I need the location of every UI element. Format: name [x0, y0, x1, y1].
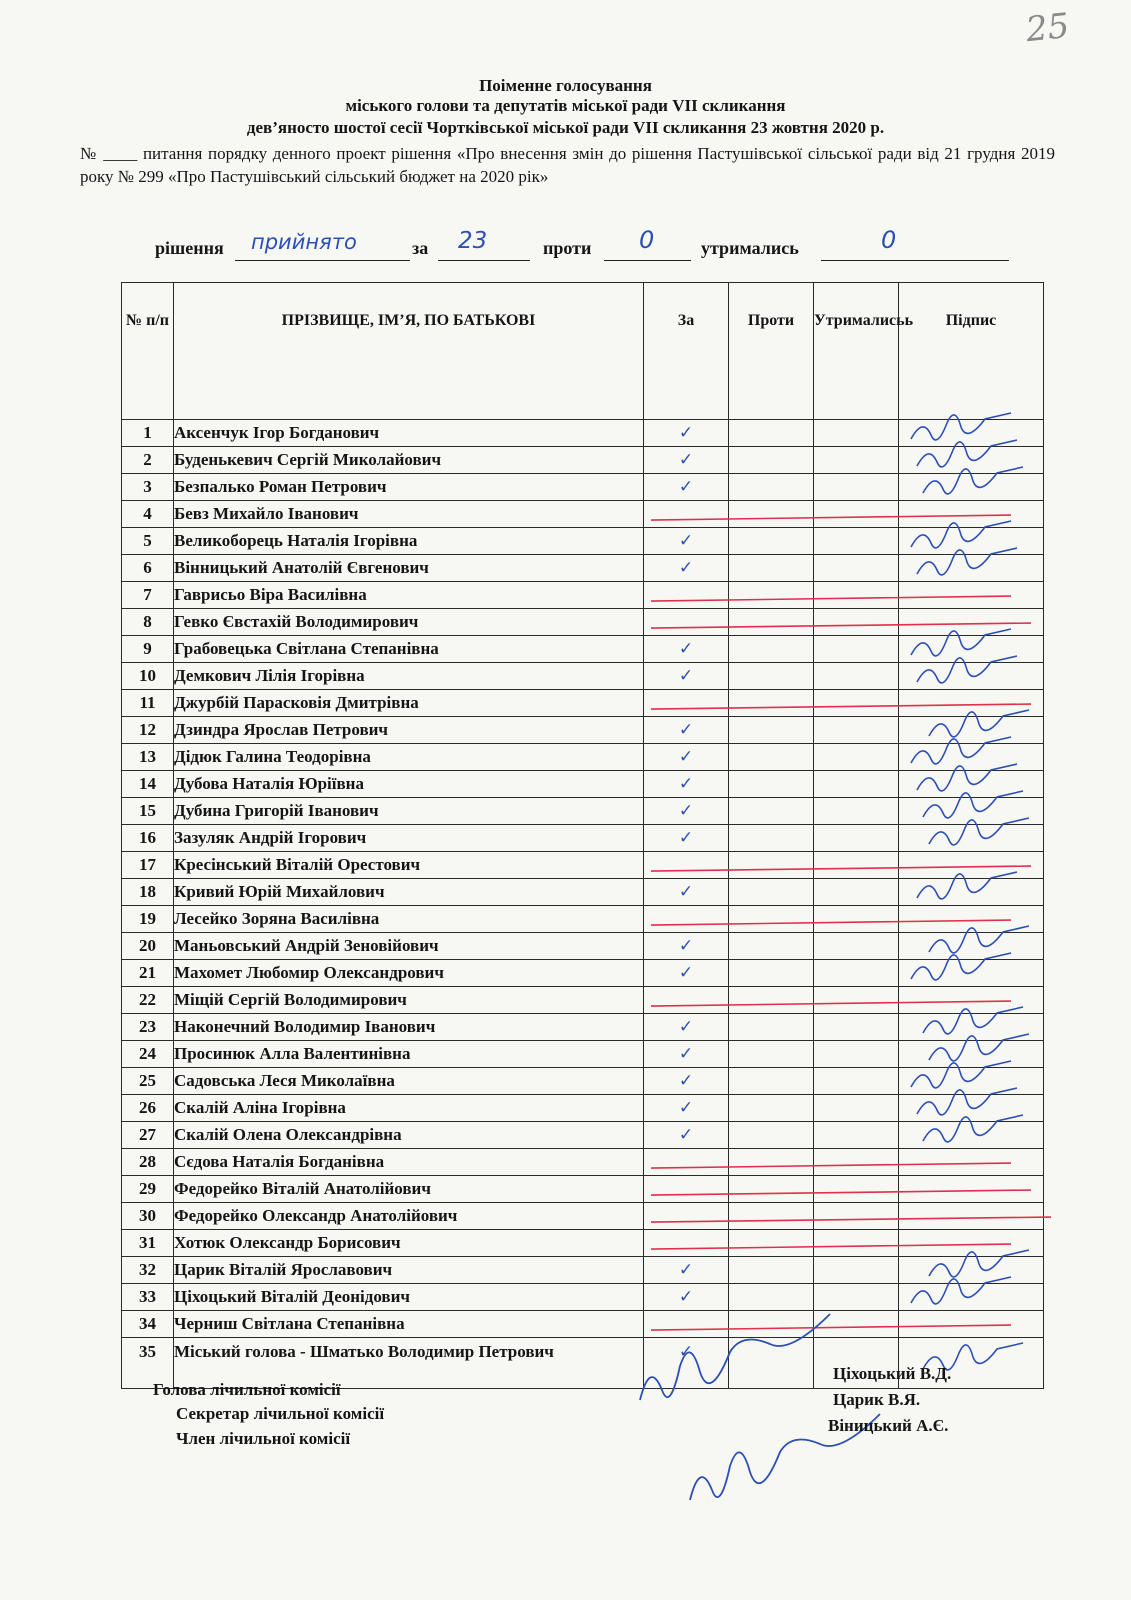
row-number: 22	[122, 987, 174, 1014]
secretary-name: Царик В.Я.	[833, 1390, 921, 1409]
member-name: Віницький А.Є.	[828, 1416, 949, 1435]
absence-strike-line	[651, 515, 1011, 520]
deputy-name: Скалій Аліна Ігорівна	[174, 1095, 644, 1122]
deputy-name: Буденькевич Сергій Миколайович	[174, 447, 644, 474]
signature-scribble	[917, 872, 1017, 899]
checkmark-icon: ✓	[678, 1017, 694, 1037]
signature-scribble	[929, 1034, 1029, 1061]
abstained-count: 0	[881, 226, 897, 254]
deputy-name: Маньовський Андрій Зеновійович	[174, 933, 644, 960]
row-number: 7	[122, 582, 174, 609]
row-number: 17	[122, 852, 174, 879]
signature-scribble	[923, 791, 1023, 818]
checkmark-icon: ✓	[678, 1287, 694, 1307]
signature-scribble	[929, 710, 1029, 737]
deputy-name: Бевз Михайло Іванович	[174, 501, 644, 528]
row-number: 32	[122, 1257, 174, 1284]
deputy-name: Великоборець Наталія Ігорівна	[174, 528, 644, 555]
checkmark-icon: ✓	[678, 882, 694, 902]
checkmark-icon: ✓	[678, 1044, 694, 1064]
checkmark-icon: ✓	[678, 801, 694, 821]
row-number: 23	[122, 1014, 174, 1041]
signature-scribble	[929, 1250, 1029, 1277]
row-number: 15	[122, 798, 174, 825]
abstained-label: утримались	[701, 238, 799, 258]
row-number: 9	[122, 636, 174, 663]
checkmark-icon: ✓	[678, 477, 694, 497]
deputy-name: Махомет Любомир Олександрович	[174, 960, 644, 987]
signature-scribble	[917, 1088, 1017, 1115]
deputy-name: Федорейко Віталій Анатолійович	[174, 1176, 644, 1203]
row-number: 14	[122, 771, 174, 798]
member-label: Член лічильної комісії	[176, 1429, 351, 1448]
absence-strike-line	[651, 1244, 1011, 1249]
row-number: 10	[122, 663, 174, 690]
row-number: 19	[122, 906, 174, 933]
deputy-name: Дідюк Галина Теодорівна	[174, 744, 644, 771]
signature-scribble	[929, 926, 1029, 953]
deputy-name: Грабовецька Світлана Степанівна	[174, 636, 644, 663]
absence-strike-line	[651, 1163, 1011, 1168]
signature-scribble	[911, 629, 1011, 656]
against-count: 0	[639, 226, 655, 254]
row-number: 20	[122, 933, 174, 960]
row-number: 29	[122, 1176, 174, 1203]
signature-scribble	[923, 467, 1023, 494]
deputy-name: Гевко Євстахій Володимирович	[174, 609, 644, 636]
checkmark-icon: ✓	[678, 423, 694, 443]
checkmark-icon: ✓	[678, 1125, 694, 1145]
checkmark-icon: ✓	[678, 558, 694, 578]
checkmark-icon: ✓	[678, 1071, 694, 1091]
row-number: 6	[122, 555, 174, 582]
deputy-name: Царик Віталій Ярославович	[174, 1257, 644, 1284]
deputy-name: Вінницький Анатолій Євгенович	[174, 555, 644, 582]
row-number: 11	[122, 690, 174, 717]
absence-strike-line	[651, 623, 1031, 628]
document-title: Поіменне голосування	[479, 76, 652, 95]
row-number: 4	[122, 501, 174, 528]
absence-strike-line	[651, 596, 1011, 601]
checkmark-icon: ✓	[678, 774, 694, 794]
signature-scribble	[923, 1007, 1023, 1034]
checkmark-icon: ✓	[678, 828, 694, 848]
deputy-name: Безпалько Роман Петрович	[174, 474, 644, 501]
signature-scribble	[929, 818, 1029, 845]
checkmark-icon: ✓	[678, 450, 694, 470]
signature-scribble	[923, 1115, 1023, 1142]
row-number: 16	[122, 825, 174, 852]
checkmark-icon: ✓	[678, 936, 694, 956]
absence-strike-line	[651, 704, 1031, 709]
deputy-name: Скалій Олена Олександрівна	[174, 1122, 644, 1149]
row-number: 33	[122, 1284, 174, 1311]
absence-strike-line	[651, 1190, 1031, 1195]
row-number: 31	[122, 1230, 174, 1257]
deputy-name: Демкович Лілія Ігорівна	[174, 663, 644, 690]
row-number: 18	[122, 879, 174, 906]
row-number: 5	[122, 528, 174, 555]
deputy-name: Дубова Наталія Юріївна	[174, 771, 644, 798]
deputy-name: Черниш Світлана Степанівна	[174, 1311, 644, 1338]
deputy-name: Просинюк Алла Валентинівна	[174, 1041, 644, 1068]
checkmark-icon: ✓	[678, 963, 694, 983]
deputy-name: Наконечний Володимир Іванович	[174, 1014, 644, 1041]
checkmark-icon: ✓	[678, 747, 694, 767]
col-header-for: За	[644, 283, 729, 420]
deputy-name: Сєдова Наталія Богданівна	[174, 1149, 644, 1176]
against-label: проти	[543, 238, 592, 258]
row-number: 25	[122, 1068, 174, 1095]
deputy-name: Міський голова - Шматько Володимир Петрович	[174, 1338, 644, 1389]
col-header-signature: Підпис	[899, 283, 1044, 420]
checkmark-icon: ✓	[678, 1260, 694, 1280]
signature-scribble	[911, 953, 1011, 980]
signature-scribble	[911, 1277, 1011, 1304]
signature-scribble	[917, 656, 1017, 683]
row-number: 12	[122, 717, 174, 744]
deputy-name: Аксенчук Ігор Богданович	[174, 420, 644, 447]
row-number: 21	[122, 960, 174, 987]
deputy-name: Зазуляк Андрій Ігорович	[174, 825, 644, 852]
decision-label: рішення	[155, 238, 224, 258]
deputy-name: Гаврисьо Віра Василівна	[174, 582, 644, 609]
deputy-name: Садовська Леся Миколаївна	[174, 1068, 644, 1095]
checkmark-icon: ✓	[678, 1098, 694, 1118]
col-header-name: ПРІЗВИЩЕ, ІМ’Я, ПО БАТЬКОВІ	[174, 283, 644, 420]
deputy-name: Лесейко Зоряна Василівна	[174, 906, 644, 933]
secretary-label: Секретар лічильної комісії	[176, 1404, 385, 1423]
col-header-against: Проти	[729, 283, 814, 420]
row-number: 3	[122, 474, 174, 501]
signature-scribble	[911, 521, 1011, 548]
row-number: 24	[122, 1041, 174, 1068]
checkmark-icon: ✓	[678, 1342, 694, 1362]
checkmark-icon: ✓	[678, 666, 694, 686]
chair-label: Голова лічильної комісії	[153, 1380, 341, 1399]
commission-signature	[640, 1314, 830, 1400]
deputy-name: Кривий Юрій Михайлович	[174, 879, 644, 906]
checkmark-icon: ✓	[678, 531, 694, 551]
row-number: 26	[122, 1095, 174, 1122]
col-header-abstained: Утрималисьь	[814, 283, 899, 420]
document-subtitle: міського голови та депутатів міської ради VII скликання	[345, 96, 786, 115]
deputy-name: Дубина Григорій Іванович	[174, 798, 644, 825]
agenda-item: № ____ питання порядку денного проект рішення «Про внесення змін до рішення Пастушівської сільської ради від 21 грудня 2019 року № 299 «Про Пастушівський сільський бюджет на 2020 рік»	[80, 144, 1055, 186]
row-number: 1	[122, 420, 174, 447]
deputy-name: Дзиндра Ярослав Петрович	[174, 717, 644, 744]
deputy-name: Джурбій Парасковія Дмитрівна	[174, 690, 644, 717]
signature-scribble	[917, 548, 1017, 575]
absence-strike-line	[651, 1217, 1051, 1222]
row-number: 8	[122, 609, 174, 636]
row-number: 28	[122, 1149, 174, 1176]
deputy-name: Ціхоцький Віталій Деонідович	[174, 1284, 644, 1311]
signature-scribble	[917, 764, 1017, 791]
session-line: дев’яносто шостої сесії Чортківської міської ради VII скликання 23 жовтня 2020 р.	[246, 118, 885, 137]
deputy-name: Хотюк Олександр Борисович	[174, 1230, 644, 1257]
row-number: 27	[122, 1122, 174, 1149]
row-number: 2	[122, 447, 174, 474]
signature-scribble	[911, 737, 1011, 764]
deputy-name: Кресінський Віталій Орестович	[174, 852, 644, 879]
deputy-name: Міщій Сергій Володимирович	[174, 987, 644, 1014]
signature-scribble	[917, 440, 1017, 467]
for-count: 23	[458, 228, 488, 254]
absence-strike-line	[651, 1325, 1011, 1330]
deputy-name: Федорейко Олександр Анатолійович	[174, 1203, 644, 1230]
row-number: 13	[122, 744, 174, 771]
row-number: 34	[122, 1311, 174, 1338]
decision-value: прийнято	[251, 230, 357, 254]
checkmark-icon: ✓	[678, 639, 694, 659]
signature-scribble	[911, 413, 1011, 440]
col-header-num: № п/п	[122, 283, 174, 420]
page-number-handwritten: 25	[1023, 5, 1071, 51]
absence-strike-line	[651, 920, 1011, 925]
for-label: за	[412, 238, 429, 258]
signature-scribble	[911, 1061, 1011, 1088]
row-number: 35	[122, 1338, 174, 1389]
checkmark-icon: ✓	[678, 720, 694, 740]
absence-strike-line	[651, 866, 1031, 871]
absence-strike-line	[651, 1001, 1011, 1006]
row-number: 30	[122, 1203, 174, 1230]
chair-name: Ціхоцький В.Д.	[833, 1364, 952, 1383]
